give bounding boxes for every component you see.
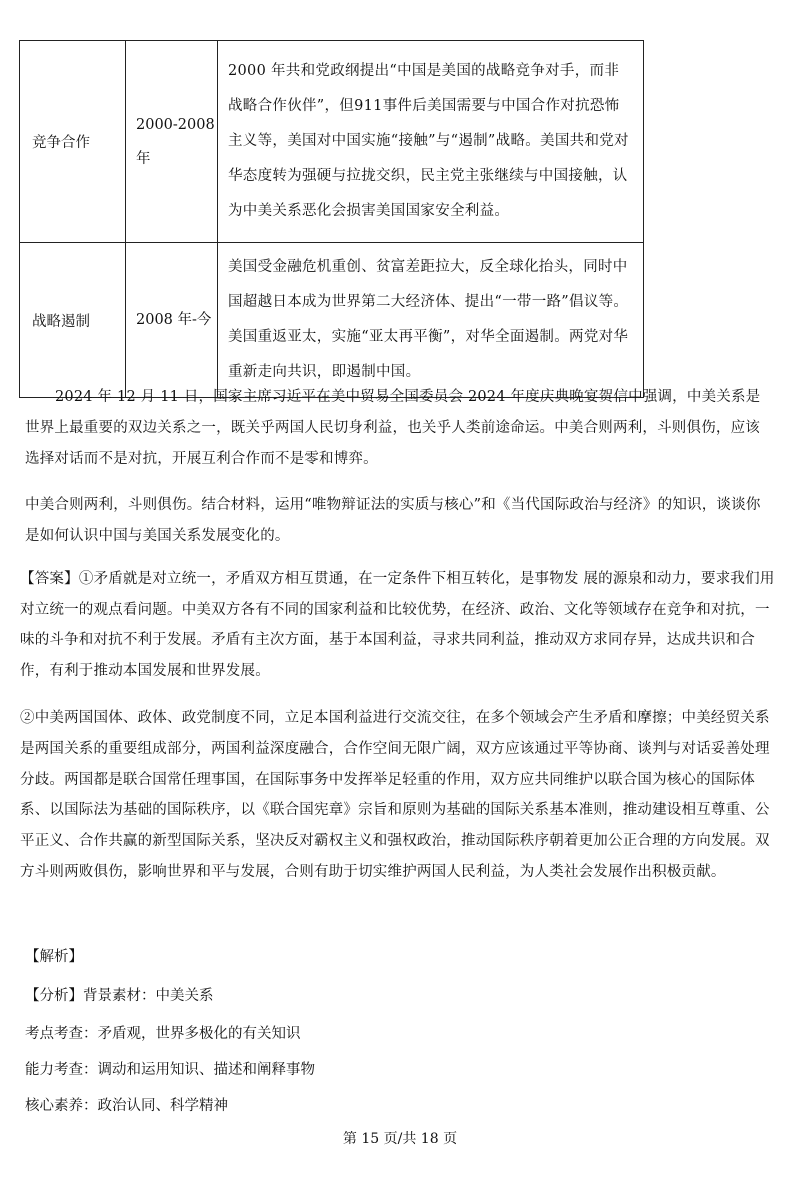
analysis-background: 【分析】背景素材：中美关系: [25, 988, 214, 1004]
question-text: 中美合则两利，斗则俱伤。结合材料，运用“唯物辩证法的实质与核心”和《当代国际政治与经济》的知识，谈谈你是如何认识中国与美国关系发展变化的。: [25, 497, 761, 544]
description-cell: 美国受金融危机重创、贫富差距拉大，反全球化抬头，同时中国超越日本成为世界第二大经济体、提出“一带一路”倡议等。美国重返亚太，实施“亚太再平衡”，对华全面遏制。两党对华重新走向共识，即遏制中国。: [218, 243, 644, 398]
answer-part-1-text: ①矛盾就是对立统一，矛盾双方相互贯通，在一定条件下相互转化，是事物发 展的源泉和动力，要求我们用对立统一的观点看问题。中美双方各有不同的国家利益和比较优势，在经济、政治、文化等领域存在竞争和对抗，一味的斗争和对抗不利于发展。矛盾有主次方面，基于本国利益，寻求共同利益，推动双方求同存异，达成共识和合作，有利于推动本国发展和世界发展。: [20, 571, 775, 679]
table-row: [20, 243, 644, 398]
description-cell: 2000 年共和党政纲提出“中国是美国的战略竞争对手，而非战略合作伙伴”，但911事件后美国需要与中国合作对抗恐怖主义等，美国对中国实施“接触”与“遏制”战略。美国共和党对华态度转为强硬与拉拢交织，民主党主张继续与中国接触，认为中美关系恶化会损害美国国家安全利益。: [218, 41, 644, 243]
intro-paragraph: 2024 年 12 月 11 日，国家主席习近平在美中贸易全国委员会 2024 年度庆典晚宴贺信中强调，中美关系是世界上最重要的双边关系之一，既关乎两国人民切身利益，也关乎人类前途命运。中美合则两利，斗则俱伤，应该选择对话而不是对抗，开展互利合作而不是零和博弈。: [25, 389, 761, 467]
table-row: [20, 41, 644, 243]
answer-label: 【答案】: [20, 571, 79, 587]
analysis-heading: 【解析】: [25, 949, 83, 965]
stage-cell: 竞争合作: [20, 41, 126, 243]
analysis-points: 考点考查：矛盾观，世界多极化的有关知识: [25, 1026, 301, 1042]
answer-part-2: ②中美两国国体、政体、政党制度不同，立足本国利益进行交流交往，在多个领域会产生矛盾和摩擦；中美经贸关系是两国关系的重要组成部分，两国利益深度融合，合作空间无限广阔，双方应该通过平等协商、谈判与对话妥善处理分歧。两国都是联合国常任理事国，在国际事务中发挥举足轻重的作用，双方应共同维护以联合国为核心的国际体系、以国际法为基础的国际秩序，以《联合国宪章》宗旨和原则为基础的国际关系基本准则，推动建设相互尊重、公平正义、合作共赢的新型国际关系，坚决反对霸权主义和强权政治，推动国际秩序朝着更加公正合理的方向发展。双方斗则两败俱伤，影响世界和平与发展，合则有助于切实维护两国人民利益，为人类社会发展作出积极贡献。: [20, 710, 770, 880]
period-cell: 2008 年-今: [126, 243, 218, 398]
answer-part-1: [20, 564, 775, 686]
stage-cell: 战略遏制: [20, 243, 126, 398]
period-cell: 2000-2008年: [126, 41, 218, 243]
history-table: [19, 40, 644, 398]
page-footer: 第 15 页/共 18 页: [342, 1131, 458, 1147]
analysis-literacy: 核心素养：政治认同、科学精神: [25, 1098, 228, 1114]
analysis-ability: 能力考查：调动和运用知识、描述和阐释事物: [25, 1062, 315, 1078]
